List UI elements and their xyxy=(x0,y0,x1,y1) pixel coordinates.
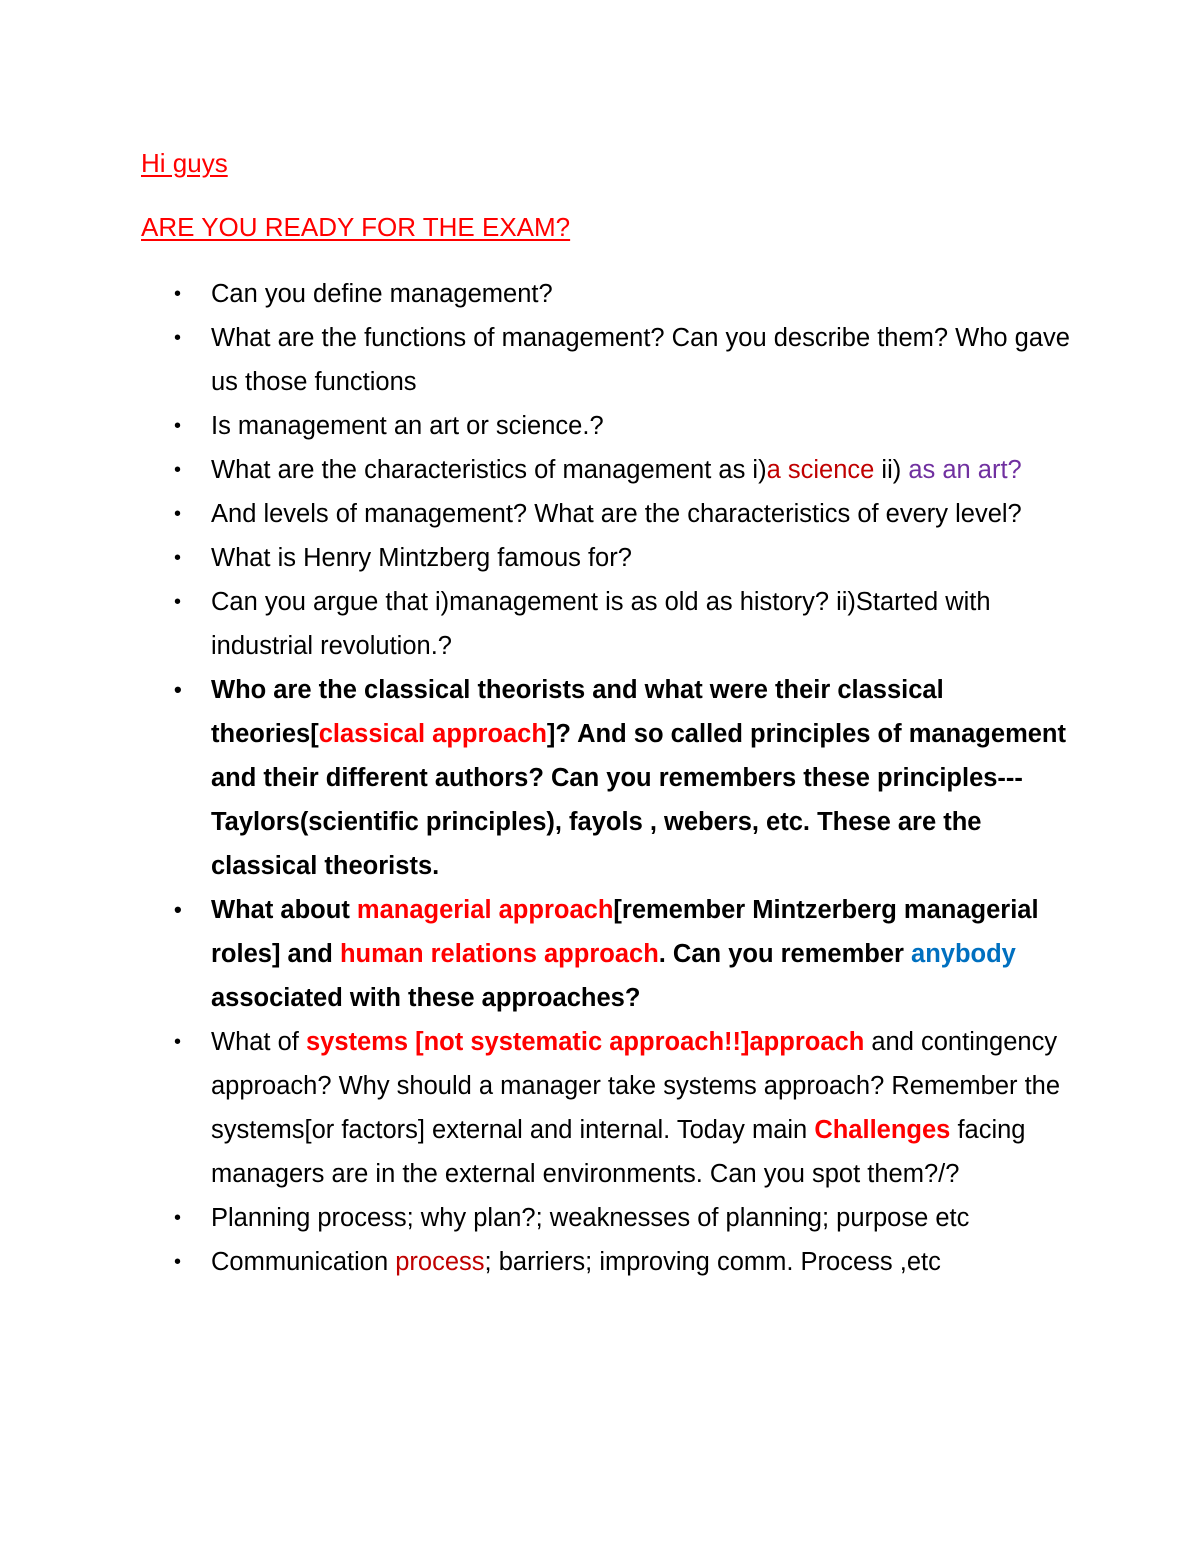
list-item-text: Can you argue that i)management is as old as history? ii)Started with industrial revolution.? xyxy=(211,588,991,660)
list-item xyxy=(174,888,1081,1020)
bullet-dot-icon: • xyxy=(174,1207,182,1229)
list-item xyxy=(174,316,1081,404)
list-item-text: as an art? xyxy=(908,456,1022,484)
bullet-dot-icon: • xyxy=(174,459,182,481)
list-item-text: a science xyxy=(766,456,875,484)
list-item-text: What about xyxy=(211,896,357,924)
list-item-text: . Can you remember xyxy=(658,940,912,968)
bullet-dot-icon: • xyxy=(174,547,182,569)
list-item xyxy=(174,1020,1081,1196)
bullet-dot-icon: • xyxy=(174,503,182,525)
list-item-text: And levels of management? What are the characteristics of every level? xyxy=(211,500,1022,528)
exam-title-heading: ARE YOU READY FOR THE EXAM? xyxy=(141,212,571,242)
list-item xyxy=(174,580,1081,668)
list-item xyxy=(174,448,1081,492)
list-item xyxy=(174,272,1081,316)
list-item xyxy=(174,404,1081,448)
list-item-text: systems [not systematic approach!!]approach xyxy=(305,1028,865,1056)
list-item-text: What is Henry Mintzberg famous for? xyxy=(211,544,632,572)
list-item-text: Challenges xyxy=(814,1116,951,1144)
bullet-dot-icon: • xyxy=(174,283,182,305)
bullet-dot-icon: • xyxy=(174,1251,182,1273)
list-item-text: human relations approach xyxy=(339,940,659,968)
list-item xyxy=(174,1196,1081,1240)
list-item-text: managerial approach xyxy=(356,896,614,924)
bullet-dot-icon: • xyxy=(174,415,182,437)
bullet-dot-icon: • xyxy=(174,1031,182,1053)
list-item-text: ]? And so called principles of management and their different authors? Can you remembers these principles---Taylors(scientific principles), fayols , webers, etc. These are the classical theorists. xyxy=(211,720,1066,880)
list-item xyxy=(174,492,1081,536)
bullet-dot-icon: • xyxy=(174,327,182,349)
list-item-text: facing managers are in the external environments. Can you spot them?/? xyxy=(211,1116,1026,1188)
list-item xyxy=(174,536,1081,580)
bullet-dot-icon: • xyxy=(174,897,182,922)
list-item-text: What of xyxy=(211,1028,306,1056)
greeting-heading: Hi guys xyxy=(141,148,228,178)
list-item-text: [remember Mintzerberg managerial roles] and xyxy=(211,896,1039,968)
list-item-text: Planning process; why plan?; weaknesses of planning; purpose etc xyxy=(211,1204,970,1232)
list-item-text: process xyxy=(395,1248,485,1276)
bullet-dot-icon: • xyxy=(174,677,182,702)
list-item-text: and contingency approach? Why should a manager take systems approach? Remember the systems[or factors] external and internal. Today main xyxy=(211,1028,1061,1144)
list-item-text: Who are the classical theorists and what were their classical theories[ xyxy=(211,676,944,748)
list-item xyxy=(174,668,1081,888)
list-item-text: anybody xyxy=(911,940,1016,968)
question-list xyxy=(174,272,1081,1284)
list-item-text: classical approach xyxy=(318,720,547,748)
list-item-text: ii) xyxy=(874,456,909,484)
list-item-text: Is management an art or science.? xyxy=(211,412,604,440)
list-item-text: Communication xyxy=(211,1248,396,1276)
list-item xyxy=(174,1240,1081,1284)
bullet-dot-icon: • xyxy=(174,591,182,613)
list-item-text: Can you define management? xyxy=(211,280,553,308)
list-item-text: ; barriers; improving comm. Process ,etc xyxy=(484,1248,941,1276)
list-item-text: associated with these approaches? xyxy=(211,984,641,1012)
list-item-text: What are the characteristics of management as i) xyxy=(211,456,767,484)
list-item-text: What are the functions of management? Can you describe them? Who gave us those functions xyxy=(211,324,1070,396)
